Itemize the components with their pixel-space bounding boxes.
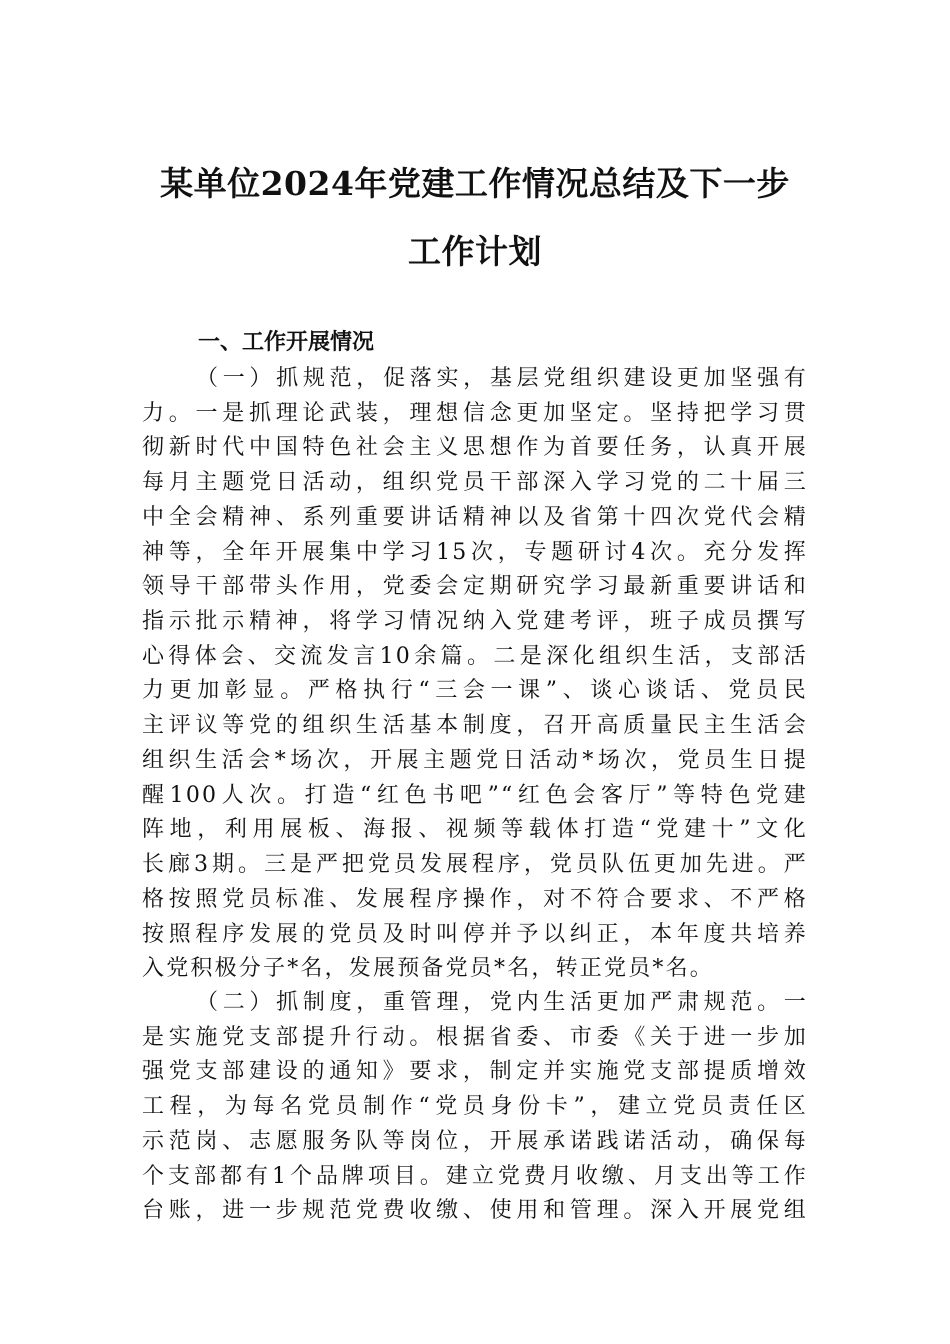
paragraph-line: 主评议等党的组织生活基本制度，召开高质量民主生活会 — [142, 713, 808, 739]
paragraph-line: 阵地，利用展板、海报、视频等载体打造“党建十”文化 — [142, 817, 808, 843]
paragraph-line: 中全会精神、系列重要讲话精神以及省第十四次党代会精 — [142, 504, 808, 530]
paragraph-line: （二）抓制度，重管理，党内生活更加严肃规范。一 — [196, 990, 808, 1015]
paragraph-line: 入党积极分子*名，发展预备党员*名，转正党员*名。 — [142, 956, 715, 982]
paragraph-line: 指示批示精神，将学习情况纳入党建考评，班子成员撰写 — [142, 609, 808, 635]
section-heading: 一、工作开展情况 — [198, 330, 375, 355]
paragraph-line: 强党支部建设的通知》要求，制定并实施党支部提质增效 — [142, 1059, 808, 1085]
paragraph-line: 按照程序发展的党员及时叫停并予以纠正，本年度共培养 — [142, 921, 808, 947]
paragraph-line: 神等，全年开展集中学习15次，专题研讨4次。充分发挥 — [142, 539, 808, 565]
paragraph-line: 力。一是抓理论武装，理想信念更加坚定。坚持把学习贯 — [142, 400, 808, 426]
paragraph-line: 工程，为每名党员制作“党员身份卡”，建立党员责任区 — [142, 1094, 808, 1120]
paragraph-line: 是实施党支部提升行动。根据省委、市委《关于进一步加 — [142, 1024, 808, 1050]
paragraph-1 — [142, 362, 808, 987]
paragraph-line: 力更加彰显。严格执行“三会一课”、谈心谈话、党员民 — [142, 678, 808, 704]
paragraph-2 — [142, 986, 808, 1229]
paragraph-line: 每月主题党日活动，组织党员干部深入学习党的二十届三 — [142, 470, 808, 496]
paragraph-line: 彻新时代中国特色社会主义思想作为首要任务，认真开展 — [142, 435, 808, 461]
paragraph-line: 示范岗、志愿服务队等岗位，开展承诺践诺活动，确保每 — [142, 1128, 808, 1154]
paragraph-line: 领导干部带头作用，党委会定期研究学习最新重要讲话和 — [142, 574, 808, 600]
paragraph-line: （一）抓规范，促落实，基层党组织建设更加坚强有 — [196, 366, 808, 391]
document-title-line-1: 某单位2024年党建工作情况总结及下一步 — [160, 164, 790, 203]
paragraph-line: 个支部都有1个品牌项目。建立党费月收缴、月支出等工作 — [142, 1163, 808, 1189]
paragraph-line: 组织生活会*场次，开展主题党日活动*场次，党员生日提 — [142, 747, 808, 773]
paragraph-line: 长廊3期。三是严把党员发展程序，党员队伍更加先进。严 — [142, 852, 808, 878]
document-title-line-2: 工作计划 — [408, 232, 542, 271]
paragraph-line: 格按照党员标准、发展程序操作，对不符合要求、不严格 — [142, 886, 808, 912]
paragraph-line: 台账，进一步规范党费收缴、使用和管理。深入开展党组 — [142, 1198, 808, 1224]
paragraph-line: 心得体会、交流发言10余篇。二是深化组织生活，支部活 — [142, 643, 808, 669]
paragraph-line: 醒100人次。打造“红色书吧”“红色会客厅”等特色党建 — [142, 782, 808, 808]
